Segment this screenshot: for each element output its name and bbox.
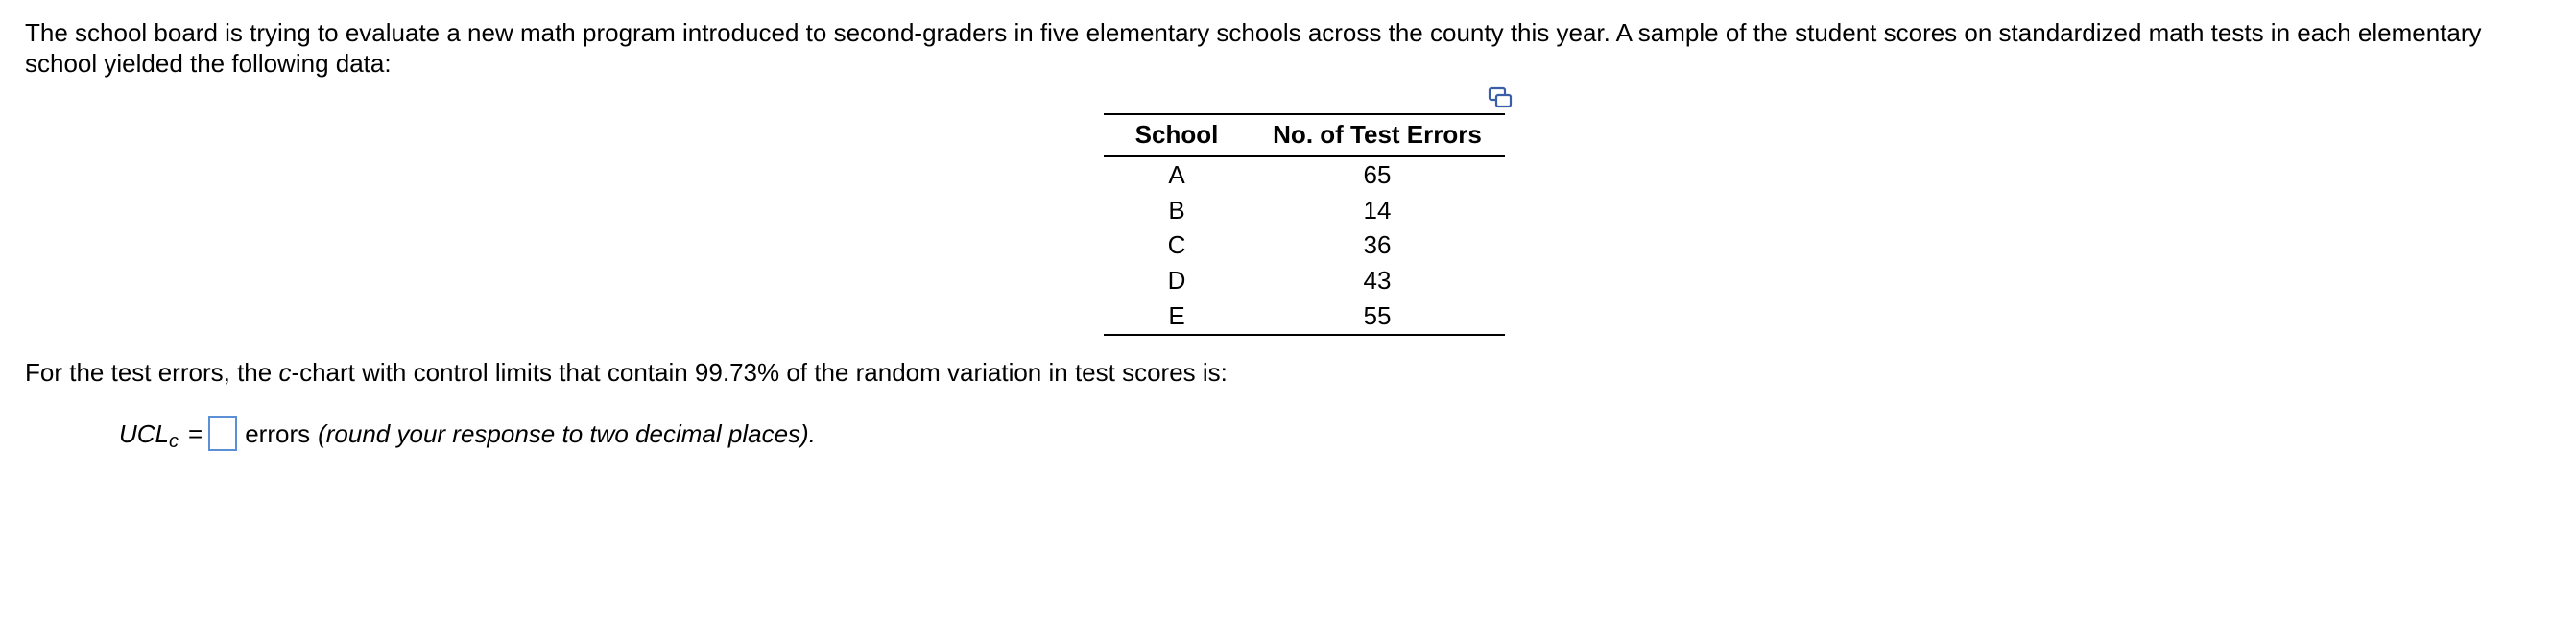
- ucl-subscript: c: [169, 431, 179, 452]
- cell-school: A: [1168, 159, 1185, 189]
- cell-school: D: [1167, 266, 1186, 296]
- test-errors-table: [1104, 113, 1505, 336]
- table-row: [1104, 228, 1505, 264]
- cell-errors: 65: [1363, 159, 1392, 189]
- cell-errors: 14: [1363, 195, 1392, 225]
- header-test-errors: No. of Test Errors: [1250, 114, 1505, 156]
- cell-school: B: [1168, 195, 1185, 225]
- cell-errors: 55: [1250, 298, 1505, 335]
- table-row: [1104, 263, 1505, 298]
- table-row: [1104, 156, 1505, 193]
- cell-school: E: [1104, 298, 1250, 335]
- header-school: School: [1104, 114, 1250, 156]
- copy-table-icon[interactable]: [1488, 86, 1513, 109]
- answer-row: [119, 415, 816, 453]
- equals-sign: =: [188, 419, 203, 448]
- question-suffix: -chart with control limits that contain 99.73% of the random variation in test scores is:: [291, 358, 1228, 387]
- cell-errors: 43: [1363, 266, 1392, 296]
- problem-intro: The school board is trying to evaluate a new math program introduced to second-graders in five elementary schools across the county this year. A sample of the student scores on standardized math tests in each elementary school yielded the following data:: [25, 18, 2482, 78]
- cell-school: C: [1167, 230, 1186, 260]
- table-header-row: [1104, 114, 1505, 156]
- question-c-italic: c: [278, 358, 292, 387]
- table-row: [1104, 298, 1505, 335]
- unit-label: errors: [245, 419, 311, 448]
- cell-errors: 36: [1363, 230, 1392, 260]
- table-row: [1104, 193, 1505, 228]
- data-table-container: [1104, 113, 1505, 336]
- ucl-answer-input[interactable]: [208, 416, 237, 451]
- rounding-hint: (round your response to two decimal places).: [318, 419, 816, 448]
- ucl-label: UCL: [119, 419, 170, 448]
- question-prefix: For the test errors, the: [25, 358, 279, 387]
- question-text: [25, 357, 1228, 388]
